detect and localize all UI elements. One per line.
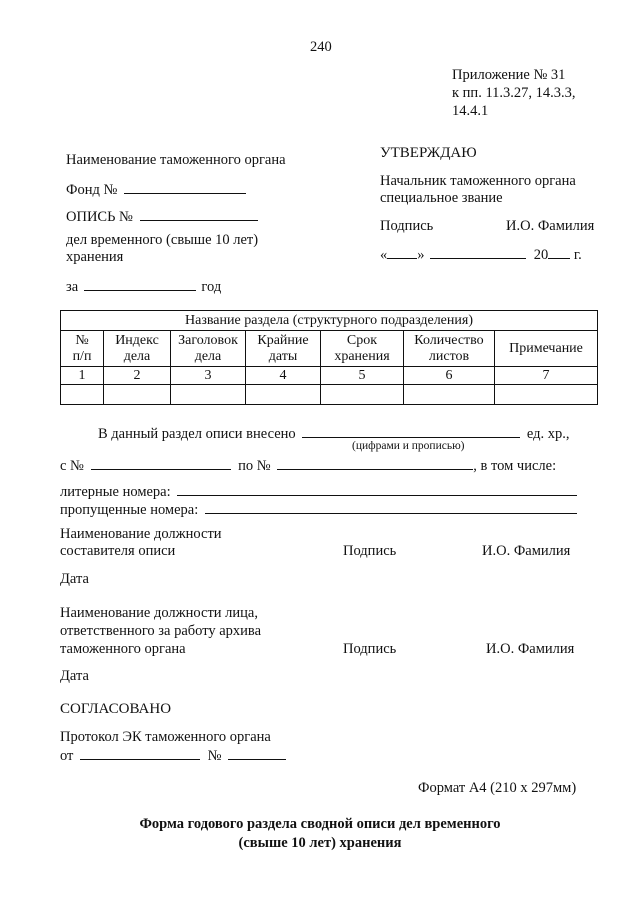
- header-cell: Крайние даты: [246, 331, 321, 367]
- compiler-line-1: Наименование должности: [60, 526, 222, 542]
- appendix-line-1: Приложение № 31: [452, 67, 566, 83]
- empty-cell: [104, 385, 171, 405]
- entry-line: [98, 423, 570, 443]
- protocol-date-line: [60, 745, 286, 765]
- missing-line: [60, 499, 577, 519]
- compiler-name: И.О. Фамилия: [482, 543, 571, 559]
- empty-cell: [171, 385, 246, 405]
- empty-cell: [404, 385, 495, 405]
- opis-blank: [140, 206, 258, 221]
- approval-signature: Подпись: [380, 218, 434, 234]
- page-number: 240: [310, 39, 332, 55]
- number-cell: 2: [104, 367, 171, 385]
- customs-organ-name: Наименование таможенного органа: [66, 152, 286, 168]
- to-label: по №: [238, 458, 271, 474]
- number-cell: 3: [171, 367, 246, 385]
- from-blank: [91, 455, 231, 470]
- approval-line-1: Начальник таможенного органа: [380, 173, 576, 189]
- appendix-line-2: к пп. 11.3.27, 14.3.3,: [452, 85, 576, 101]
- including-label: , в том числе:: [473, 458, 557, 474]
- number-cell: 5: [321, 367, 404, 385]
- header-row: [61, 331, 598, 367]
- protocol-num-blank: [228, 745, 286, 760]
- quote-close: »: [417, 247, 425, 263]
- number-cell: 6: [404, 367, 495, 385]
- number-cell: 1: [61, 367, 104, 385]
- protocol-from: от: [60, 748, 74, 764]
- year-suffix: г.: [573, 247, 582, 263]
- archive-line-2: ответственного за работу архива: [60, 623, 262, 639]
- approval-year-blank: [548, 244, 570, 259]
- approval-title: УТВЕРЖДАЮ: [380, 145, 477, 161]
- compiler-date: Дата: [60, 571, 89, 587]
- form-caption-line-1: Форма годового раздела сводной описи дел временного: [139, 816, 501, 832]
- archive-date: Дата: [60, 668, 89, 684]
- protocol-num-label: №: [207, 748, 222, 764]
- cases-line-1: дел временного (свыше 10 лет): [66, 232, 259, 248]
- empty-cell: [246, 385, 321, 405]
- protocol-date-blank: [80, 745, 200, 760]
- entry-count-blank: [302, 423, 520, 438]
- header-cell: Примечание: [495, 331, 598, 367]
- empty-row: [61, 385, 598, 405]
- appendix-line-3: 14.4.1: [452, 103, 489, 119]
- quote-open: «: [380, 247, 388, 263]
- entry-text: В данный раздел описи внесено: [98, 426, 296, 442]
- empty-cell: [61, 385, 104, 405]
- god-label: год: [201, 279, 222, 295]
- to-blank: [277, 455, 473, 470]
- header-cell: Индекс дела: [104, 331, 171, 367]
- number-cell: 7: [495, 367, 598, 385]
- compiler-signature: Подпись: [343, 543, 397, 559]
- agreed-title: СОГЛАСОВАНО: [60, 701, 172, 717]
- missing-blank: [205, 499, 577, 514]
- year-line: [66, 276, 221, 296]
- opis-label: ОПИСЬ №: [66, 209, 133, 225]
- approval-line-2: специальное звание: [380, 190, 503, 206]
- protocol-label: Протокол ЭК таможенного органа: [60, 729, 271, 745]
- inventory-table: [60, 310, 598, 405]
- archive-line-3: таможенного органа: [60, 641, 186, 657]
- cases-line-2: хранения: [66, 249, 124, 265]
- month-blank: [430, 244, 526, 259]
- number-row: [61, 367, 598, 385]
- fond-blank: [124, 179, 246, 194]
- archive-line-1: Наименование должности лица,: [60, 605, 258, 621]
- approval-name: И.О. Фамилия: [506, 218, 595, 234]
- liter-line: [60, 481, 577, 501]
- liter-label: литерные номера:: [60, 484, 171, 500]
- missing-label: пропущенные номера:: [60, 502, 199, 518]
- entry-unit: ед. хр.,: [526, 426, 570, 442]
- form-caption-line-2: (свыше 10 лет) хранения: [238, 835, 402, 851]
- section-title: Название раздела (структурного подразделения): [61, 311, 598, 331]
- empty-cell: [321, 385, 404, 405]
- page-format: Формат А4 (210 х 297мм): [418, 780, 577, 796]
- range-line: [60, 455, 556, 475]
- header-cell: Количество листов: [404, 331, 495, 367]
- number-cell: 4: [246, 367, 321, 385]
- archive-name: И.О. Фамилия: [486, 641, 575, 657]
- empty-cell: [495, 385, 598, 405]
- header-cell: Срок хранения: [321, 331, 404, 367]
- approval-date-line: [380, 244, 582, 264]
- fond-label: Фонд №: [66, 182, 118, 198]
- compiler-line-2: составителя описи: [60, 543, 176, 559]
- header-cell: № п/п: [61, 331, 104, 367]
- za-label: за: [66, 279, 79, 295]
- fond-line: [66, 179, 246, 199]
- day-blank: [387, 244, 417, 259]
- year-prefix: 20: [533, 247, 549, 263]
- entry-hint: (цифрами и прописью): [352, 440, 465, 452]
- liter-blank: [177, 481, 577, 496]
- opis-line: [66, 206, 258, 226]
- header-cell: Заголовок дела: [171, 331, 246, 367]
- archive-signature: Подпись: [343, 641, 397, 657]
- year-blank: [84, 276, 196, 291]
- from-label: с №: [60, 458, 84, 474]
